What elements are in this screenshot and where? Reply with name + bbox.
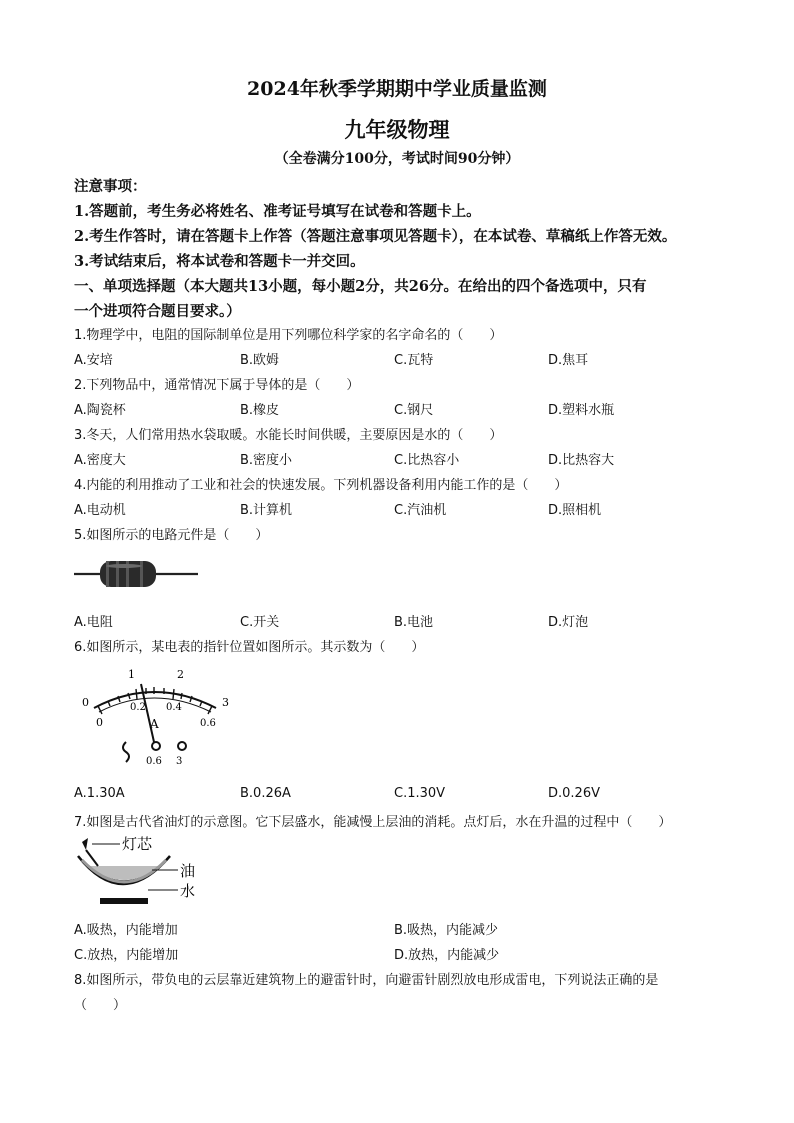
q4-option-c[interactable]: C.汽油机: [394, 503, 447, 518]
lamp-label-wick: 灯芯: [122, 835, 153, 853]
notice-item-1: 1.答题前，考生务必将姓名、准考证号填写在试卷和答题卡上。: [74, 203, 481, 220]
q1-option-a[interactable]: A.安培: [74, 353, 113, 368]
q2-option-d[interactable]: D.塑料水瓶: [548, 403, 615, 418]
ammeter-outer-1: 1: [128, 668, 135, 681]
exam-title: 2024年秋季学期期中学业质量监测: [247, 78, 547, 100]
q2-option-c[interactable]: C.钢尺: [394, 403, 434, 418]
question-5-stem: 5.如图所示的电路元件是（ ）: [74, 528, 269, 543]
q7-option-b[interactable]: B.吸热，内能减少: [394, 923, 499, 938]
q1-option-b[interactable]: B.欧姆: [240, 353, 280, 368]
q7-option-a[interactable]: A.吸热，内能增加: [74, 923, 178, 938]
q3-option-b[interactable]: B.密度小: [240, 453, 293, 468]
q6-option-c[interactable]: C.1.30V: [394, 786, 446, 801]
q4-option-b[interactable]: B.计算机: [240, 503, 293, 518]
notice-item-3: 3.考试结束后，将本试卷和答题卡一并交回。: [74, 253, 365, 270]
ammeter-inner-06: 0.6: [200, 718, 216, 729]
section-heading-line1: 一、单项选择题（本大题共13小题，每小题2分，共26分。在给出的四个备选项中，只有: [74, 278, 647, 295]
ammeter-figure: [74, 662, 236, 770]
q2-option-a[interactable]: A.陶瓷杯: [74, 403, 126, 418]
question-1-stem: 1.物理学中，电阻的国际制单位是用下列哪位科学家的名字命名的（ ）: [74, 328, 503, 343]
q1-option-c[interactable]: C.瓦特: [394, 353, 434, 368]
q6-option-b[interactable]: B.0.26A: [240, 786, 291, 801]
q3-option-d[interactable]: D.比热容大: [548, 453, 615, 468]
q5-option-c[interactable]: C.开关: [240, 615, 280, 630]
ammeter-inner-02: 0.2: [130, 702, 146, 713]
ammeter-outer-0: 0: [82, 696, 89, 709]
ammeter-outer-2: 2: [177, 668, 184, 681]
ammeter-inner-04: 0.4: [166, 702, 182, 713]
question-6-stem: 6.如图所示，某电表的指针位置如图所示。其示数为（ ）: [74, 640, 425, 655]
q4-option-a[interactable]: A.电动机: [74, 503, 126, 518]
q7-option-d[interactable]: D.放热，内能减少: [394, 948, 500, 963]
section-heading-line2: 一个进项符合题目要求。）: [74, 303, 241, 320]
question-2-stem: 2.下列物品中，通常情况下属于导体的是（ ）: [74, 378, 360, 393]
lamp-label-water: 水: [180, 882, 196, 900]
q3-option-c[interactable]: C.比热容小: [394, 453, 460, 468]
question-3-stem: 3.冬天，人们常用热水袋取暖。水能长时间供暖，主要原因是水的（ ）: [74, 428, 503, 443]
ammeter-unit: A: [150, 717, 159, 731]
q2-option-b[interactable]: B.橡皮: [240, 403, 280, 418]
q5-option-b[interactable]: B.电池: [394, 615, 434, 630]
lamp-label-oil: 油: [180, 862, 196, 880]
oil-lamp-figure: [72, 832, 212, 910]
q6-option-d[interactable]: D.0.26V: [548, 786, 600, 801]
q7-option-c[interactable]: C.放热，内能增加: [74, 948, 179, 963]
ammeter-outer-3: 3: [222, 696, 229, 709]
q6-option-a[interactable]: A.1.30A: [74, 786, 125, 801]
subject-title: 九年级物理: [344, 117, 450, 142]
q3-option-a[interactable]: A.密度大: [74, 453, 126, 468]
exam-note: （全卷满分100分，考试时间90分钟）: [274, 151, 520, 167]
terminal-06: 0.6: [146, 756, 162, 767]
question-8-stem-cont: （ ）: [74, 998, 127, 1013]
q5-option-d[interactable]: D.灯泡: [548, 615, 589, 630]
q1-option-d[interactable]: D.焦耳: [548, 353, 589, 368]
question-8-stem: 8.如图所示，带负电的云层靠近建筑物上的避雷针时，向避雷针剧烈放电形成雷电，下列说法正确的是: [74, 973, 659, 988]
question-7-stem: 7.如图是古代省油灯的示意图。它下层盛水，能减慢上层油的消耗。点灯后，水在升温的过程中（ ）: [74, 815, 672, 830]
terminal-3: 3: [176, 756, 183, 767]
notice-item-2: 2.考生作答时，请在答题卡上作答（答题注意事项见答题卡），在本试卷、草稿纸上作答无效。: [74, 228, 677, 245]
q4-option-d[interactable]: D.照相机: [548, 503, 602, 518]
q5-option-a[interactable]: A.电阻: [74, 615, 113, 630]
question-4-stem: 4.内能的利用推动了工业和社会的快速发展。下列机器设备利用内能工作的是（ ）: [74, 478, 568, 493]
notice-heading: 注意事项：: [74, 178, 147, 195]
resistor-figure: [72, 552, 200, 596]
ammeter-inner-0: 0: [96, 716, 103, 729]
